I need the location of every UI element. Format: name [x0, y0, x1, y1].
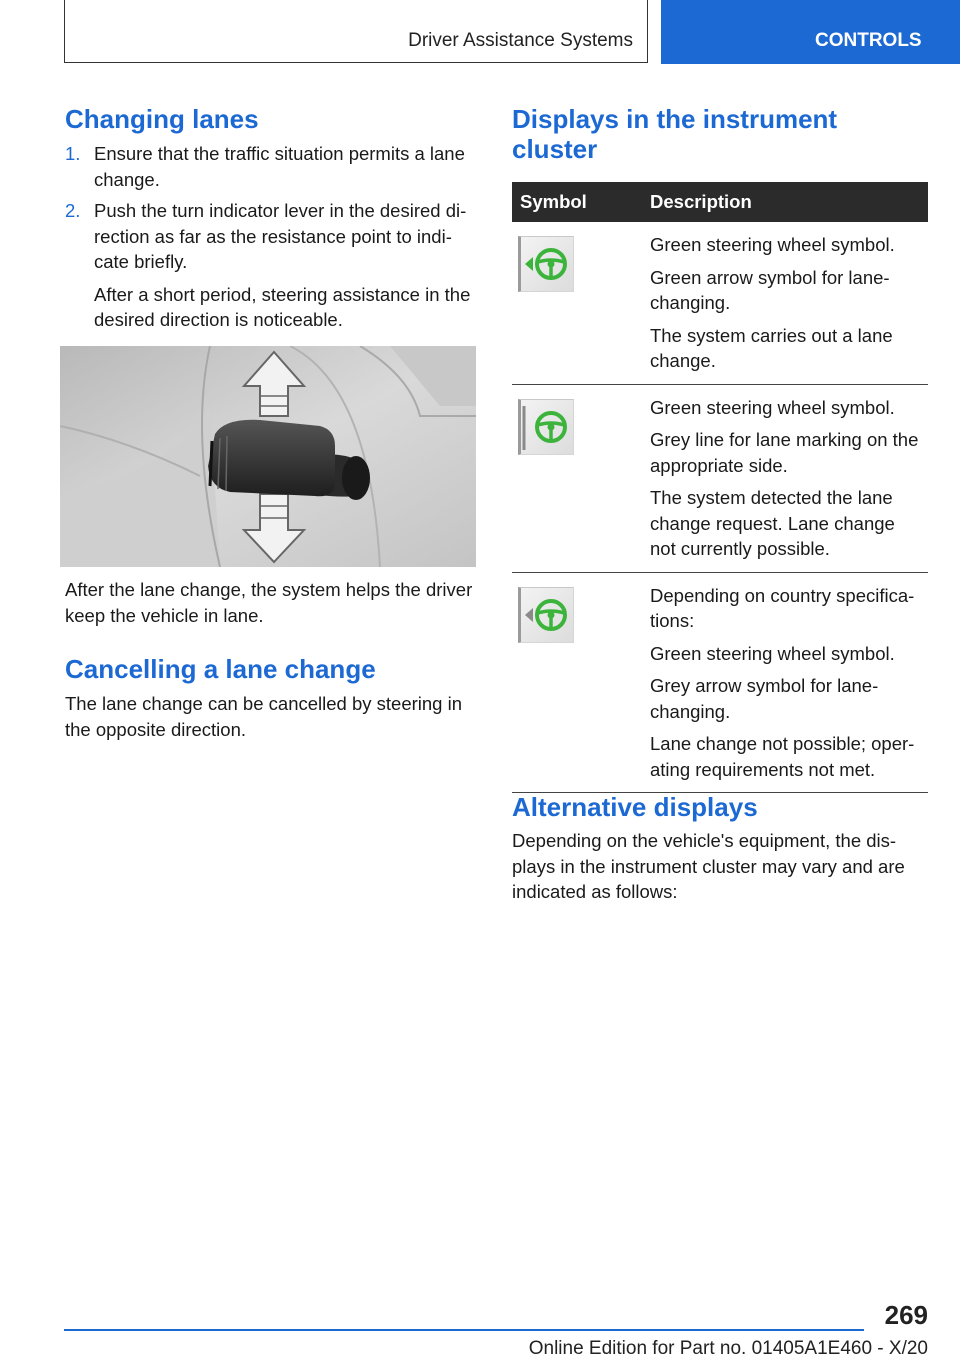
symbol-cell: [512, 384, 642, 572]
symbol-table: [512, 182, 928, 793]
green-steering-wheel-with-grey-line-icon: [518, 399, 574, 455]
alternative-displays-text: Depending on the vehicle's equipment, the displays in the instrument cluster may vary and are indicated as follows:: [512, 830, 905, 902]
after-lane-change-text: After the lane change, the system helps the driver keep the vehicle in lane.: [65, 579, 473, 626]
step-1: [65, 141, 477, 192]
heading-changing-lanes: Changing lanes: [65, 104, 259, 134]
description-line: The system carries out a lane change.: [650, 324, 893, 371]
footer-rule: [64, 1329, 864, 1331]
description-cell: [642, 572, 928, 793]
step-note: After a short period, steering assistance in the desired direction is noticeable.: [94, 283, 471, 330]
description-cell: [642, 384, 928, 572]
description-line: Green steering wheel symbol.: [650, 396, 895, 418]
table-row: [512, 222, 928, 384]
symbol-cell: [512, 572, 642, 793]
symbol-cell: [512, 222, 642, 384]
heading-alternative-displays: Alternative displays: [512, 792, 758, 822]
column-header-symbol: Symbol: [512, 182, 642, 222]
table-row: [512, 572, 928, 793]
step-number: 2.: [65, 200, 81, 221]
green-steering-wheel-with-grey-arrow-icon: [518, 587, 574, 643]
table-row: [512, 384, 928, 572]
chapter-title: CONTROLS: [815, 30, 922, 51]
edition-text: Online Edition for Part no. 01405A1E460 - X/20: [528, 1338, 928, 1359]
step-text: Push the turn indicator lever in the desired direction as far as the resistance point to indicate briefly.: [94, 200, 467, 272]
description-line: Grey line for lane marking on the appropriate side.: [650, 429, 919, 476]
section-title: Driver Assistance Systems: [408, 30, 633, 51]
cancelling-text: The lane change can be cancelled by steering in the opposite direction.: [65, 693, 462, 740]
description-line: Depending on country specifications:: [650, 584, 915, 631]
description-cell: [642, 222, 928, 384]
step-number: 1.: [65, 143, 81, 164]
column-header-description: Description: [642, 182, 928, 222]
description-line: The system detected the lane change request. Lane change not currently possible.: [650, 487, 895, 559]
green-steering-wheel-with-green-arrow-icon: [518, 236, 574, 292]
heading-cancelling-lane-change: Cancelling a lane change: [65, 654, 376, 684]
turn-indicator-lever-photo: [60, 346, 476, 567]
lever-illustration: [60, 346, 476, 567]
heading-displays-instrument-cluster: Displays in the instrument cluster: [512, 104, 838, 164]
header-chapter-tab: [661, 0, 960, 64]
step-2: [65, 198, 477, 333]
table-header-row: [512, 182, 928, 222]
description-line: Green arrow symbol for lane-changing.: [650, 266, 890, 313]
description-line: Grey arrow symbol for lane-changing.: [650, 675, 879, 722]
description-line: Lane change not possible; operating requirements not met.: [650, 733, 915, 780]
header-section-box: [64, 0, 648, 63]
description-line: Green steering wheel symbol.: [650, 234, 895, 255]
description-line: Green steering wheel symbol.: [650, 642, 895, 664]
step-text: Ensure that the traffic situation permits a lane change.: [94, 143, 465, 190]
page-number: 269: [884, 1300, 928, 1330]
